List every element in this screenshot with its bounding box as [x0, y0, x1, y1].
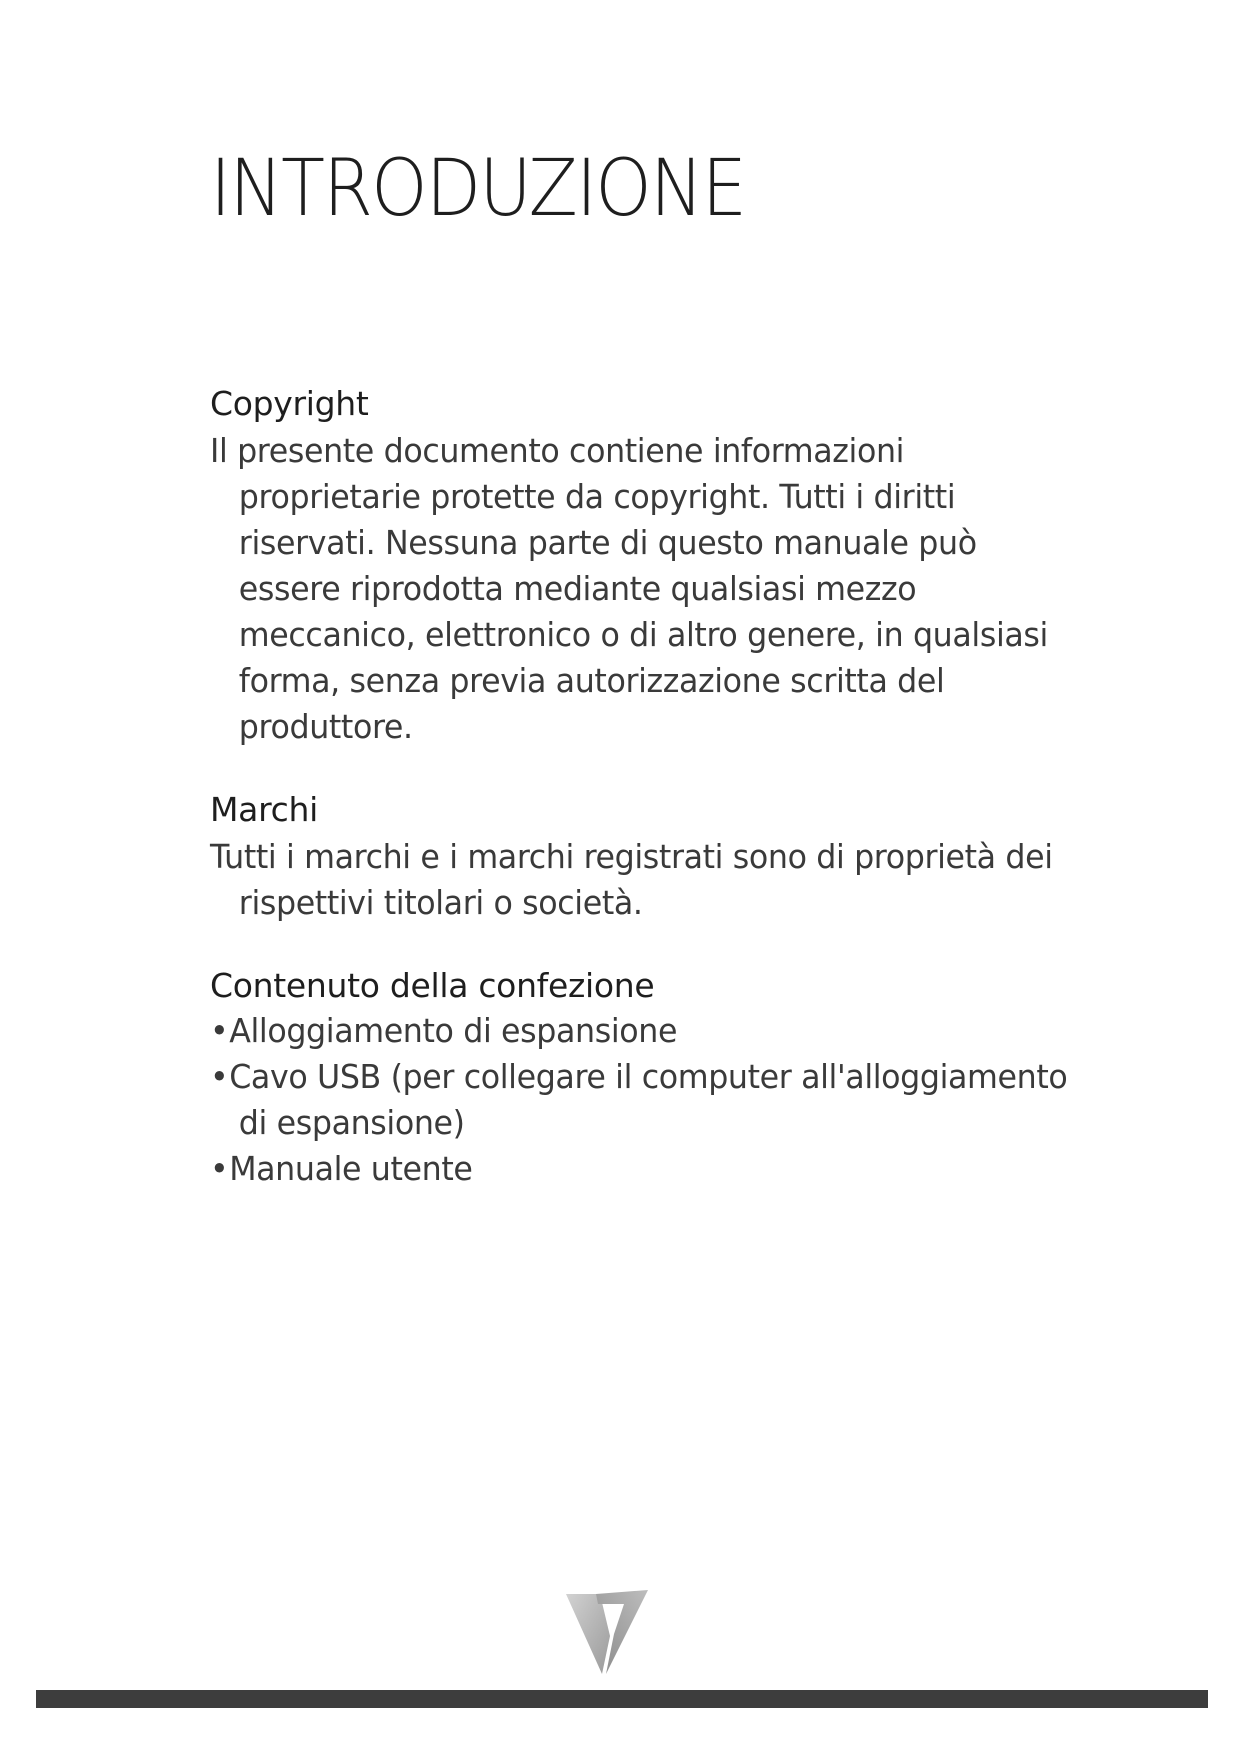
copyright-heading: Copyright — [210, 384, 369, 423]
contents-list — [210, 1008, 1110, 1192]
list-item — [210, 1008, 1074, 1054]
marchi-section — [210, 788, 1110, 926]
list-item-text: Alloggiamento di espansione — [229, 1011, 678, 1050]
bullet-icon: • — [210, 1011, 229, 1050]
copyright-section — [210, 382, 1110, 750]
list-item-text: Cavo USB (per collegare il computer all'alloggiamento di espansione) — [229, 1057, 1068, 1142]
marchi-heading: Marchi — [210, 790, 318, 829]
bullet-icon: • — [210, 1057, 229, 1096]
copyright-body: Il presente documento contiene informazioni proprietarie protette da copyright. Tutti i diritti riservati. Nessuna parte di questo manuale può essere riprodotta mediante qualsiasi mezzo meccanico, elettronico o di altro genere, in qualsiasi forma, senza previa autorizzazione scritta del produttore. — [210, 431, 1048, 746]
v7-logo-icon — [566, 1590, 648, 1674]
page-title: INTRODUZIONE — [210, 144, 746, 234]
list-item-text: Manuale utente — [229, 1149, 473, 1188]
contents-heading: Contenuto della confezione — [210, 966, 655, 1005]
bullet-icon: • — [210, 1149, 229, 1188]
list-item — [210, 1054, 1074, 1146]
list-item — [210, 1146, 1074, 1192]
footer-bar — [36, 1690, 1208, 1708]
marchi-body: Tutti i marchi e i marchi registrati sono di proprietà dei rispettivi titolari o società. — [210, 837, 1053, 922]
document-content — [210, 382, 1110, 1230]
contents-section — [210, 964, 1110, 1192]
